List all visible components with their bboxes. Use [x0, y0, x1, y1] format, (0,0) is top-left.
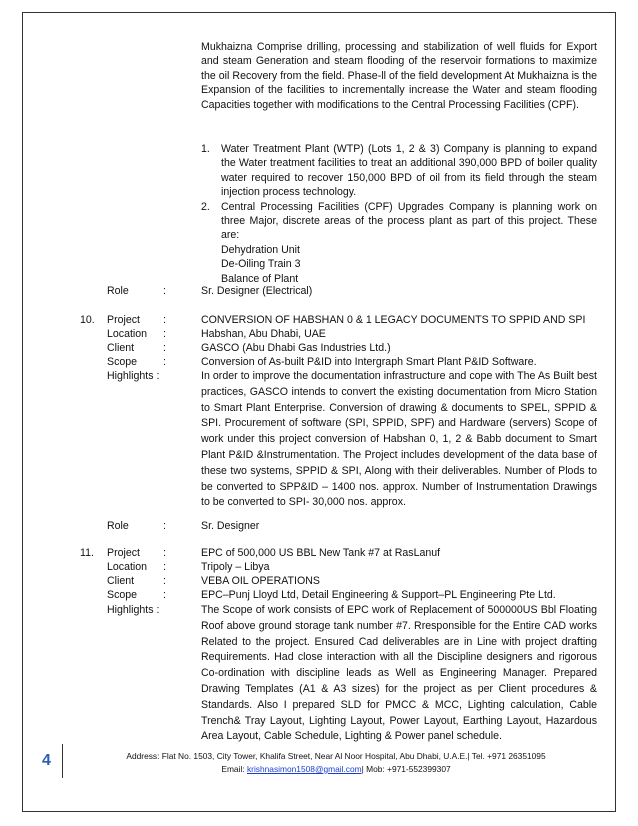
location-label: Location [107, 561, 148, 573]
project-number: 11. [80, 547, 94, 559]
scope-value: EPC–Punj Lloyd Ltd, Detail Engineering & Support–PL Engineering Pte Ltd. [201, 589, 556, 601]
scope-value: Conversion of As-built P&ID into Intergraph Smart Plant P&ID Software. [201, 356, 537, 368]
client-label: Client [107, 575, 135, 587]
scope-list [201, 142, 597, 286]
colon: : [163, 561, 166, 573]
colon: : [163, 342, 166, 354]
project-label: Project [107, 314, 140, 326]
area-item: Dehydration Unit [221, 243, 300, 256]
mobile-number: | Mob: +971-552399307 [361, 764, 451, 774]
location-label: Location [107, 328, 148, 340]
colon: : [163, 589, 166, 601]
colon: : [163, 356, 166, 368]
colon: : [163, 547, 166, 559]
colon: : [163, 285, 166, 297]
client-value: GASCO (Abu Dhabi Gas Industries Ltd.) [201, 342, 391, 354]
list-number: 1. [201, 143, 210, 155]
email-prefix: Email: [221, 764, 247, 774]
list-text: Central Processing Facilities (CPF) Upgrades Company is planning work on three Major, discrete areas of the process plant as part of this project. These are: [221, 200, 597, 242]
email-link[interactable]: krishnasimon1508@gmail.com [246, 764, 362, 774]
area-item: Balance of Plant [221, 272, 299, 285]
list-number: 2. [201, 200, 210, 213]
scope-label: Scope [107, 356, 138, 368]
role-label: Role [107, 285, 129, 297]
list-item [201, 200, 597, 286]
colon: : [163, 328, 166, 340]
highlights-label: Highlights : [107, 604, 160, 616]
role-value: Sr. Designer [201, 520, 260, 532]
highlights-text: In order to improve the documentation infrastructure and cope with The As Built best practices, GASCO intends to convert the existing documentation from Micro Station to Smart Plant Enterprise. Conversion of drawing & documents to SPEL, SPPID & SPI. Procurement of software (SPI, SPPID, SPF) and Hardware (servers) Scope of work under this project conversion of Habshan 0, 1, 2 & Babb document to Smart Plant P&ID &Instrumentation. The Project includes development of the data base of these two systems, SPPID & SPI, Along with their deliverables. Number of Plods to be converted to SPP&ID – 1400 nos. approx. Number of Instrumentation Drawings to be converted to SPI- 30,000 nos. approx. [201, 370, 597, 509]
location-value: Habshan, Abu Dhabi, UAE [201, 328, 326, 340]
role-value: Sr. Designer (Electrical) [201, 285, 313, 297]
area-item: De-Oiling Train 3 [221, 258, 301, 271]
client-value: VEBA OIL OPERATIONS [201, 575, 320, 587]
project-value: CONVERSION OF HABSHAN 0 & 1 LEGACY DOCUMENTS TO SPPID AND SPI [201, 314, 586, 326]
project-description: Mukhaizna Comprise drilling, processing and stabilization of well fluids for Export and steam Generation and steam flooding of the reservoir formations to maximize the oil Recovery from the field. Phase-ll of the field development At Mukhaizna is the Expansion of the facilities to incrementally increase the Water and steam flooding Capacities together with modifications to the Central Processing Facilities (CPF). [201, 41, 597, 111]
page-number: 4 [42, 752, 51, 769]
role-label: Role [107, 520, 129, 532]
client-label: Client [107, 342, 135, 354]
highlights-label: Highlights : [107, 370, 160, 382]
footer-address: Address: Flat No. 1503, City Tower, Khalifa Street, Near Al Noor Hospital, Abu Dhabi, U.A.E.| Tel. +971 26351095 [126, 751, 546, 761]
colon: : [163, 314, 166, 326]
footer-contact [66, 763, 606, 775]
footer-divider [62, 744, 63, 778]
location-value: Tripoly – Libya [201, 561, 270, 573]
colon: : [163, 520, 166, 532]
project-value: EPC of 500,000 US BBL New Tank #7 at RasLanuf [201, 547, 441, 559]
colon: : [163, 575, 166, 587]
project-label: Project [107, 547, 140, 559]
list-text: Water Treatment Plant (WTP) (Lots 1, 2 & 3) Company is planning to expand the Water treatment facilities to treat an additional 390,000 BPD of boiler quality water required to recover 150,000 BPD of oil from its field through the steam injection process technology. [221, 143, 597, 199]
highlights-text: The Scope of work consists of EPC work of Replacement of 500000US Bbl Floating Roof above ground storage tank number #7. Rresponsible for the Entire CAD works Related to the project. Ensured Cad deliverables are in Line with project drafting Requirements. Had close interaction with all the Discipline designers and rigorous Co-ordination with discipline leads as Well as Engineering Manager. Prepared Drawing Templates (A1 & A3 sizes) for the project as per Client procedures & Standards. Also I prepared SLD for PMCC & MCC, Lighting calculation, Cable Trench& Tray Layout, Lighting Layout, Power Layout, Earthing Layout, Hazardous Area Layout, Cable Schedule, Lighting & Power panel schedule. [201, 604, 597, 743]
scope-label: Scope [107, 589, 138, 601]
project-number: 10. [80, 314, 95, 326]
list-item [201, 142, 597, 200]
